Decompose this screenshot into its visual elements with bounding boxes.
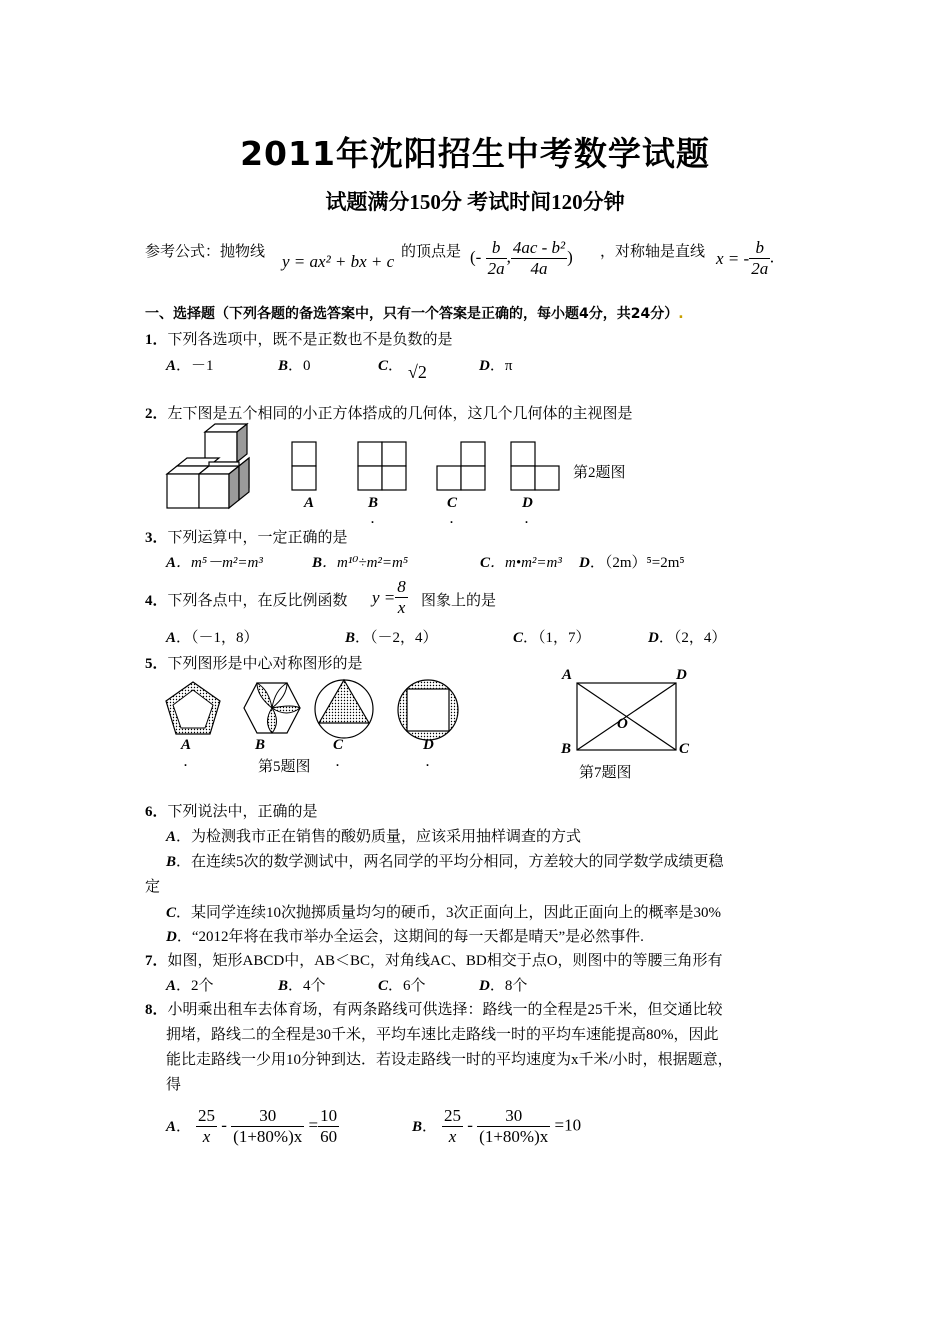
q5-option-a-figure <box>163 680 223 738</box>
q7-option-a: A．2个 <box>166 978 214 994</box>
q1-option-b: B．0 <box>278 358 311 374</box>
question-5: 5．下列图形是中心对称图形的是 <box>145 656 363 672</box>
question-4: 4．下列各点中，在反比例函数 <box>145 593 348 609</box>
fig7-label-c: C <box>679 741 690 757</box>
q3-option-d: D．（2m）⁵=2m⁵ <box>579 555 685 571</box>
q2-option-b-figure <box>357 441 413 493</box>
page-title: 2011年沈阳招生中考数学试题 <box>240 134 710 173</box>
parabola-formula: y = ax² + bx + c <box>282 252 395 271</box>
dot-mark: . <box>184 755 187 769</box>
inverse-function: y = $\frac{8}{x}$ <box>372 577 406 617</box>
fig7-label-a: A <box>562 667 573 683</box>
q8-option-a-label: A． <box>166 1119 192 1135</box>
cube-stack-figure <box>165 422 255 512</box>
dot-mark: . <box>371 512 374 526</box>
q8-option-b-label: B． <box>412 1119 438 1135</box>
vertex-text: 的顶点是 <box>401 244 462 260</box>
q7-option-c: C．6个 <box>378 978 426 994</box>
q5-caption: 第5题图 <box>258 759 311 775</box>
vertex-expression: (- $\frac{b}{2a}$ , $\frac{\text{4ac - b²}}{4a}$ ) <box>470 238 573 278</box>
q4-text-after: 图象上的是 <box>421 593 497 609</box>
q8-line4: 得 <box>166 1077 182 1093</box>
dot-mark: . <box>426 755 429 769</box>
q5-label-d: D <box>423 737 434 753</box>
q6-option-b: B．在连续5次的数学测试中，两名同学的平均分相同，方差较大的同学数学成绩更稳 <box>166 854 724 870</box>
fig7-label-o: O <box>617 716 628 732</box>
q8-line3: 能比走路线一少用10分钟到达．若设走路线一时的平均速度为x千米/小时，根据题意， <box>166 1052 733 1068</box>
page-subtitle: 试题满分150分 考试时间120分钟 <box>325 190 625 214</box>
sqrt-two: √2 <box>408 362 427 382</box>
q3-option-c: C．m•m²=m³ <box>480 555 562 571</box>
q4-option-c: C．（1，7） <box>513 630 591 646</box>
question-3: 3．下列运算中，一定正确的是 <box>145 530 348 546</box>
question-2: 2．左下图是五个相同的小正方体搭成的几何体，这几个几何体的主视图是 <box>145 406 633 422</box>
question-6: 6．下列说法中，正确的是 <box>145 804 318 820</box>
q2-caption: 第2题图 <box>573 465 626 481</box>
q5-label-c: C <box>333 737 344 753</box>
q5-label-a: A <box>181 737 192 753</box>
q2-option-a-figure <box>291 441 321 493</box>
q6-option-d: D．“2012年将在我市举办全运会，这期间的每一天都是晴天”是必然事件. <box>166 929 644 945</box>
q1-option-c: C． <box>378 358 404 374</box>
q5-option-b-figure <box>243 682 301 734</box>
q1-option-d: D．π <box>479 358 513 374</box>
q5-option-c-figure <box>313 678 375 740</box>
axis-expression: x = - $\frac{b}{2a}$ . <box>716 238 775 278</box>
q2-label-b: B <box>368 495 379 511</box>
q5-option-d-figure <box>396 678 460 742</box>
q8-option-a-equation: $\frac{25}{x}$ - $\frac{30}{(1+80\%)x}$ = $\frac{10}{60}$ <box>198 1106 338 1146</box>
q7-option-d: D．8个 <box>479 978 528 994</box>
reference-formula <box>145 240 265 261</box>
dot-mark: . <box>450 512 453 526</box>
dot-mark: . <box>525 512 528 526</box>
reference-intro: 参考公式：抛物线 <box>145 244 266 260</box>
q4-option-a: A．（－1，8） <box>166 630 259 646</box>
question-8: 8．小明乘出租车去体育场，有两条路线可供选择：路线一的全程是25千米，但交通比较 <box>145 1002 723 1018</box>
dot-mark: . <box>336 755 339 769</box>
q3-option-b: B．m¹⁰÷m²=m⁵ <box>312 555 409 571</box>
fig7-caption: 第7题图 <box>579 765 632 781</box>
q4-option-b: B．（－2，4） <box>345 630 438 646</box>
q7-option-b: B．4个 <box>278 978 326 994</box>
q2-option-d-figure <box>510 441 566 493</box>
q3-option-a: A．m⁵－m²=m³ <box>166 555 263 571</box>
q2-label-c: C <box>447 495 458 511</box>
q5-label-b: B <box>255 737 266 753</box>
q4-option-d: D．（2，4） <box>648 630 727 646</box>
question-7: 7．如图，矩形ABCD中，AB＜BC，对角线AC、BD相交于点O，则图中的等腰三角形有 <box>145 953 723 969</box>
question-1: 1．下列各选项中，既不是正数也不是负数的是 <box>145 332 453 348</box>
fig7-label-d: D <box>676 667 687 683</box>
q8-option-b-equation: $\frac{25}{x}$ - $\frac{30}{(1+80\%)x}$ =10 <box>444 1106 582 1146</box>
fig7-label-b: B <box>561 741 572 757</box>
q6-option-a: A．为检测我市正在销售的酸奶质量，应该采用抽样调查的方式 <box>166 829 582 845</box>
q2-option-c-figure <box>436 441 492 493</box>
q2-label-a: A <box>304 495 315 511</box>
q6-option-c: C．某同学连续10次抛掷质量均匀的硬币，3次正面向上，因此正面向上的概率是30% <box>166 905 722 921</box>
axis-text: ，对称轴是直线 <box>600 244 706 260</box>
q8-line2: 拥堵，路线二的全程是30千米，平均车速比走路线一时的平均车速能提高80%，因此 <box>166 1027 719 1043</box>
section-heading: 一、选择题（下列各题的备选答案中，只有一个答案是正确的，每小题4分，共24分）. <box>145 306 684 322</box>
q1-option-a: A．－1 <box>166 358 214 374</box>
q6-option-b-cont: 定 <box>145 879 161 895</box>
q2-label-d: D <box>522 495 533 511</box>
